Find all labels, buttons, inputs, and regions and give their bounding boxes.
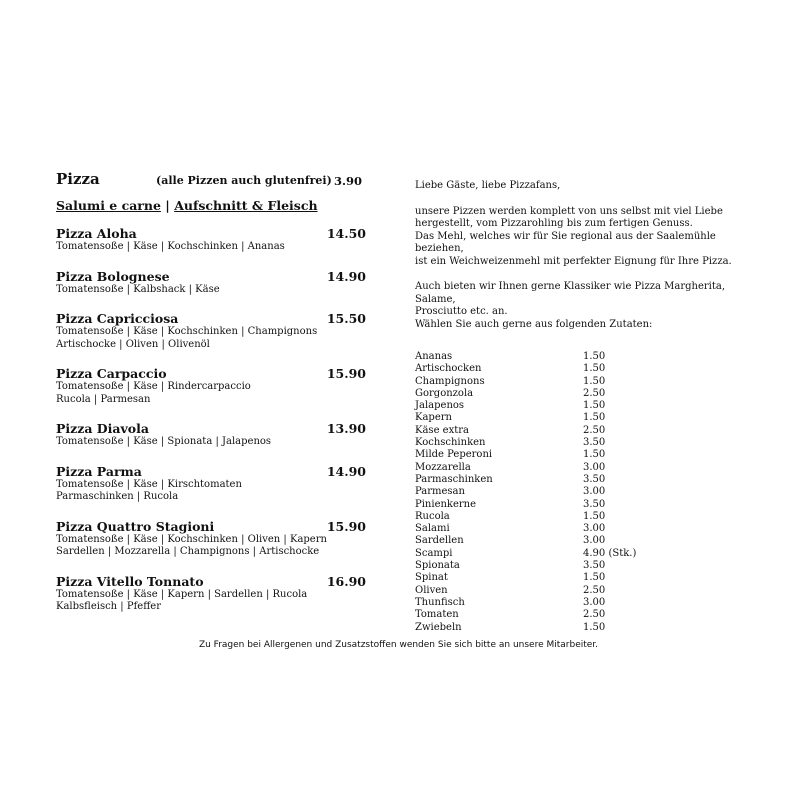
section-title: Pizza: [56, 170, 100, 188]
topping-price: 1.50: [583, 510, 606, 522]
paragraph-line: Wählen Sie auch gerne aus folgenden Zutaten:: [415, 318, 653, 330]
intro-paragraph-2: [415, 281, 755, 331]
topping-price: 1.50: [583, 375, 606, 387]
topping-name: Pinienkerne: [415, 498, 477, 510]
topping-name: Milde Peperoni: [415, 449, 493, 461]
topping-row: [415, 437, 755, 449]
menu-item-description: Tomatensoße | Käse | Kochschinken | Champignons: [56, 326, 318, 337]
category-italian: Salumi e carne: [56, 198, 161, 213]
topping-row: [415, 499, 755, 511]
menu-item-description: Tomatensoße | Käse | Kochschinken | Oliven | Kapern: [56, 533, 327, 545]
menu-item-name: Pizza Carpaccio: [56, 366, 167, 381]
paragraph-line: unsere Pizzen werden komplett von uns selbst mit viel Liebe: [415, 205, 723, 217]
topping-name: Mozzarella: [415, 461, 471, 473]
menu-item-description: Parmaschinken | Rucola: [56, 491, 179, 502]
menu-item-description: Artischocke | Oliven | Olivenöl: [56, 338, 210, 350]
topping-name: Zwiebeln: [415, 621, 462, 633]
topping-price: 3.50: [583, 560, 606, 572]
topping-price: 2.50: [583, 424, 606, 436]
allergen-note: Zu Fragen bei Allergenen und Zusatzstoffen wenden Sie sich bitte an unsere Mitarbeiter.: [198, 640, 599, 650]
menu-item-price: 15.90: [326, 518, 366, 534]
topping-price: 4.90 (Stk.): [583, 547, 637, 559]
paragraph-line: Das Mehl, welches wir für Sie regional aus der Saalemühle beziehen,: [415, 230, 716, 254]
topping-row: [415, 363, 755, 375]
menu-item-name: Pizza Aloha: [56, 226, 137, 241]
menu-item-price: 16.90: [326, 573, 366, 589]
pizza-header: [56, 170, 366, 192]
category-heading: [56, 198, 366, 213]
menu-item-name: Pizza Capricciosa: [56, 311, 179, 326]
base-price: 3.90: [333, 174, 362, 188]
topping-name: Rucola: [415, 510, 450, 522]
menu-item-name: Pizza Parma: [56, 463, 142, 479]
topping-row: [415, 597, 755, 609]
gluten-free-note: (alle Pizzen auch glutenfrei): [156, 174, 332, 187]
topping-name: Tomaten: [415, 609, 459, 621]
menu-item-description: Tomatensoße | Käse | Spionata | Jalapenos: [56, 436, 272, 447]
menu-item: [56, 520, 366, 559]
menu-item-description: Tomatensoße | Käse | Kochschinken | Ananas: [56, 241, 285, 252]
pizza-menu-column: [56, 170, 366, 614]
menu-item-price: 14.90: [326, 463, 366, 479]
topping-row: [415, 535, 755, 547]
topping-row: [415, 400, 755, 412]
paragraph-line: Auch bieten wir Ihnen gerne Klassiker wie Pizza Margherita, Salame,: [415, 281, 726, 305]
menu-item-description: Tomatensoße | Käse | Kirschtomaten: [56, 478, 242, 490]
topping-name: Kochschinken: [415, 437, 486, 449]
topping-name: Thunfisch: [415, 596, 465, 608]
menu-item-name: Pizza Diavola: [56, 421, 149, 436]
menu-item-description: Kalbsfleisch | Pfeffer: [56, 601, 161, 612]
topping-row: [415, 585, 755, 597]
topping-price: 1.50: [583, 449, 606, 461]
topping-row: [415, 548, 755, 560]
topping-price: 3.00: [583, 523, 606, 535]
menu-item-description: Tomatensoße | Kalbshack | Käse: [56, 283, 220, 295]
topping-row: [415, 474, 755, 486]
topping-row: [415, 449, 755, 461]
menu-item-price: 15.50: [326, 311, 366, 326]
topping-name: Spionata: [415, 560, 460, 572]
topping-price: 3.00: [583, 596, 606, 608]
menu-item-price: 14.50: [326, 226, 366, 241]
topping-name: Kapern: [415, 412, 452, 424]
toppings-list: [415, 351, 755, 634]
menu-item-description: Tomatensoße | Käse | Kapern | Sardellen | Rucola: [56, 588, 308, 600]
paragraph-line: ist ein Weichweizenmehl mit perfekter Eignung für Ihre Pizza.: [415, 255, 732, 267]
topping-name: Sardellen: [415, 535, 464, 547]
topping-name: Spinat: [415, 572, 448, 584]
greeting: Liebe Gäste, liebe Pizzafans,: [415, 180, 561, 191]
topping-price: 1.50: [583, 572, 606, 584]
topping-row: [415, 425, 755, 437]
info-column: [415, 180, 755, 634]
topping-price: 1.50: [583, 400, 606, 412]
menu-item: [56, 227, 366, 254]
topping-price: 1.50: [583, 621, 606, 633]
topping-row: [415, 511, 755, 523]
menu-item-price: 14.90: [326, 268, 366, 284]
topping-row: [415, 622, 755, 634]
menu-item: [56, 312, 366, 351]
topping-price: 3.00: [583, 535, 606, 547]
topping-row: [415, 412, 755, 424]
topping-price: 3.50: [583, 437, 606, 449]
topping-name: Scampi: [415, 547, 453, 559]
menu-item-description: Tomatensoße | Käse | Rindercarpaccio: [56, 381, 251, 392]
menu-item-name: Pizza Quattro Stagioni: [56, 518, 215, 534]
topping-row: [415, 523, 755, 535]
topping-price: 1.50: [583, 412, 606, 424]
menu-item-description: Sardellen | Mozzarella | Champignons | Artischocke: [56, 546, 320, 557]
topping-row: [415, 388, 755, 400]
menu-item: [56, 575, 366, 614]
category-separator: |: [160, 198, 175, 213]
pizza-list: [56, 227, 366, 614]
topping-price: 3.50: [583, 498, 606, 510]
topping-name: Artischocken: [415, 363, 482, 375]
topping-name: Ananas: [415, 351, 453, 362]
paragraph-line: hergestellt, vom Pizzarohling bis zum fertigen Genuss.: [415, 218, 693, 229]
topping-name: Gorgonzola: [415, 387, 474, 399]
menu-item: [56, 422, 366, 449]
topping-row: [415, 560, 755, 572]
topping-price: 2.50: [583, 609, 606, 621]
topping-row: [415, 351, 755, 363]
paragraph-line: Prosciutto etc. an.: [415, 306, 508, 317]
topping-price: 3.00: [583, 486, 606, 498]
topping-price: 3.50: [583, 473, 606, 485]
menu-item-price: 15.90: [326, 366, 366, 381]
topping-price: 2.50: [583, 387, 606, 399]
menu-item: [56, 367, 366, 406]
topping-price: 1.50: [583, 363, 606, 375]
topping-name: Jalapenos: [415, 400, 465, 412]
intro-paragraph-1: [415, 206, 755, 269]
topping-name: Oliven: [415, 584, 448, 596]
topping-name: Salami: [415, 523, 450, 535]
topping-price: 3.00: [583, 461, 606, 473]
menu-item-name: Pizza Vitello Tonnato: [56, 573, 204, 589]
menu-item: [56, 270, 366, 297]
topping-name: Parmesan: [415, 486, 465, 498]
menu-item-name: Pizza Bolognese: [56, 268, 170, 284]
topping-name: Champignons: [415, 375, 485, 387]
topping-row: [415, 609, 755, 621]
topping-price: 2.50: [583, 584, 606, 596]
topping-row: [415, 376, 755, 388]
menu-item-price: 13.90: [326, 421, 366, 436]
topping-row: [415, 462, 755, 474]
topping-row: [415, 572, 755, 584]
category-german: Aufschnitt & Fleisch: [174, 198, 318, 213]
topping-name: Parmaschinken: [415, 473, 493, 485]
menu-item: [56, 465, 366, 504]
topping-row: [415, 486, 755, 498]
topping-price: 1.50: [583, 351, 606, 362]
topping-name: Käse extra: [415, 424, 469, 436]
menu-item-description: Rucola | Parmesan: [56, 393, 151, 405]
